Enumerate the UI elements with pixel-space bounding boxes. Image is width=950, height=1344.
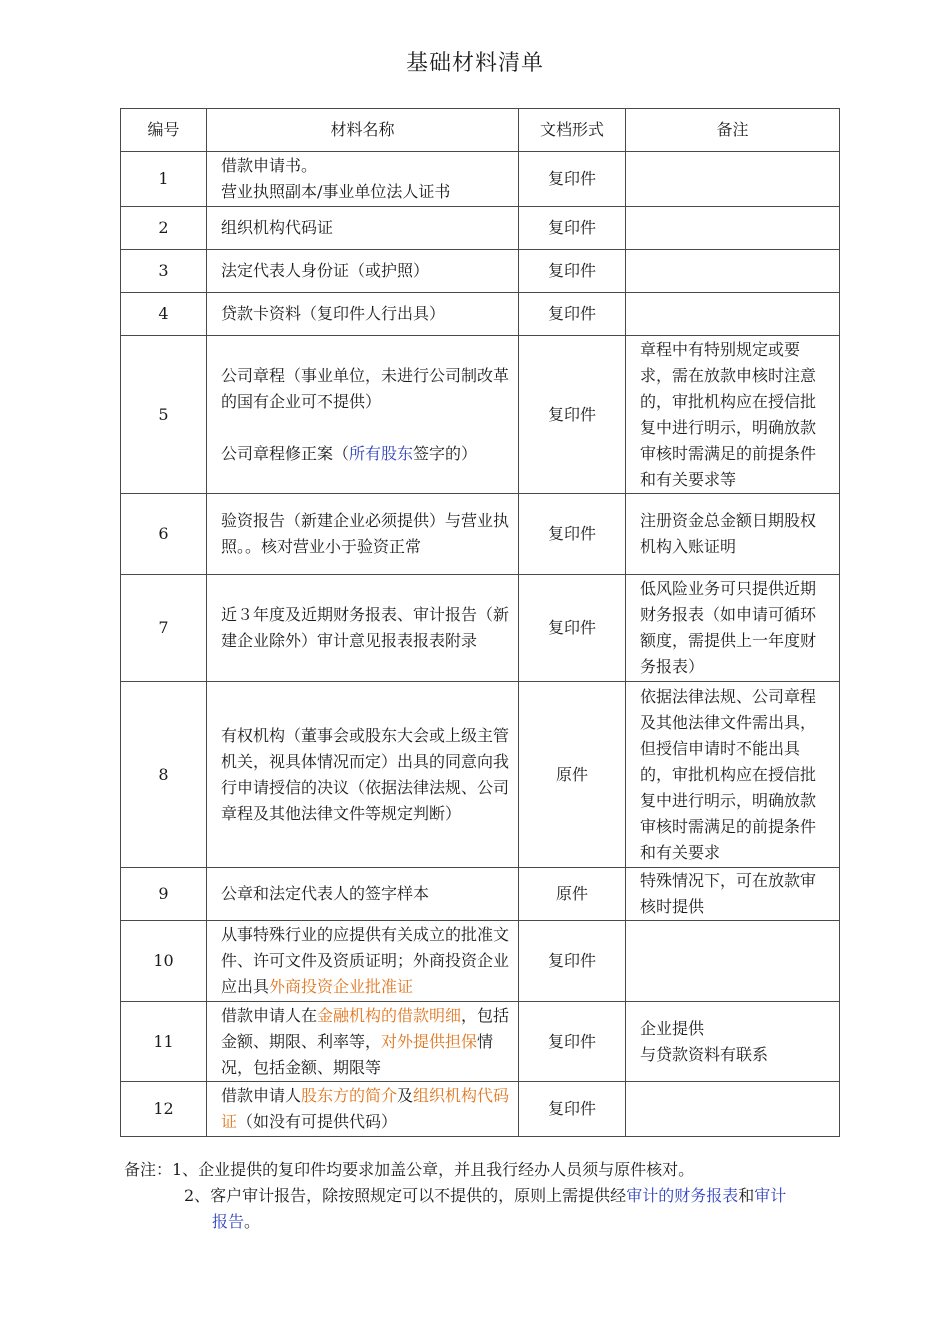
row-number: 12 (121, 1082, 207, 1137)
text-segment: 公司章程修正案（ (221, 443, 350, 463)
document-form: 复印件 (519, 207, 626, 250)
remark: 章程中有特别规定或要求，需在放款申核时注意的，审批机构应在授信批复中进行明示，明确放款审核时需满足的前提条件和有关要求等 (626, 336, 840, 494)
material-name-line: 借款申请书。 (221, 156, 318, 175)
document-form: 复印件 (519, 921, 626, 1002)
highlight-text: 金融机构的借款明细 (317, 1005, 462, 1025)
table-row (121, 1082, 840, 1137)
text-segment: ，包括金额、期限、利率等， (221, 1005, 510, 1051)
table-row (121, 152, 840, 207)
remark (626, 152, 840, 207)
text-segment: 借款申请人在 (221, 1005, 318, 1025)
row-number: 2 (121, 207, 207, 250)
remark (626, 293, 840, 336)
footnote-2-continued (124, 1209, 884, 1235)
table-header-row (121, 109, 840, 152)
text-segment: 和 (738, 1186, 755, 1205)
material-name (207, 1002, 519, 1082)
document-form: 复印件 (519, 293, 626, 336)
table-row (121, 293, 840, 336)
materials-table (120, 108, 840, 1137)
text-segment: 2、客户审计报告，除按照规定可以不提供的，原则上需提供经 (184, 1186, 627, 1205)
table-row (121, 575, 840, 682)
text-segment: 情况，包括金额、期限等 (221, 1031, 494, 1077)
material-name: 公章和法定代表人的签字样本 (207, 868, 519, 921)
material-name: 近３年度及近期财务报表、审计报告（新建企业除外）审计意见报表报表附录 (207, 575, 519, 682)
material-name: 验资报告（新建企业必须提供）与营业执照。。核对营业小于验资正常 (207, 494, 519, 575)
remark: 依据法律法规、公司章程及其他法律文件需出具，但授信申请时不能出具的，审批机构应在授信批复中进行明示，明确放款审核时需满足的前提条件和有关要求 (626, 682, 840, 868)
document-form: 复印件 (519, 336, 626, 494)
remark: 低风险业务可只提供近期财务报表（如申请可循环额度，需提供上一年度财务报表） (626, 575, 840, 682)
table-row (121, 868, 840, 921)
remark-line: 与贷款资料有联系 (640, 1044, 769, 1064)
highlight-text: 外商投资企业批准证 (269, 977, 414, 996)
highlight-text: 审计 (754, 1186, 787, 1205)
remark: 注册资金总金额日期股权机构入账证明 (626, 494, 840, 575)
remark (626, 207, 840, 250)
remark-line: 企业提供 (640, 1018, 705, 1038)
row-number: 4 (121, 293, 207, 336)
page-title: 基础材料清单 (405, 51, 544, 76)
table-row (121, 682, 840, 868)
material-name: 法定代表人身份证（或护照） (207, 250, 519, 293)
material-name: 组织机构代码证 (207, 207, 519, 250)
document-form: 复印件 (519, 250, 626, 293)
footnote-1: 备注：1、企业提供的复印件均要求加盖公章，并且我行经办人员须与原件核对。 (124, 1160, 695, 1179)
row-number: 3 (121, 250, 207, 293)
material-name (207, 921, 519, 1002)
highlight-text: 股东方的简介 (301, 1086, 398, 1105)
row-number: 6 (121, 494, 207, 575)
highlight-text: 所有股东 (349, 443, 414, 463)
remark (626, 921, 840, 1002)
row-number: 8 (121, 682, 207, 868)
material-name (207, 152, 519, 207)
material-name-line (221, 441, 510, 467)
row-number: 1 (121, 152, 207, 207)
header-note: 备注 (626, 109, 840, 152)
remark (626, 250, 840, 293)
row-number: 9 (121, 868, 207, 921)
table-row (121, 207, 840, 250)
document-form: 复印件 (519, 575, 626, 682)
text-segment: 从事特殊行业的应提供有关成立的批准文件、许可文件及资质证明；外商投资企业应出具 (221, 925, 510, 996)
footnotes (124, 1157, 884, 1235)
spacer (221, 415, 510, 441)
highlight-text: 组织机构代码证 (221, 1086, 510, 1131)
text-segment: 借款申请人 (221, 1086, 302, 1105)
table-row (121, 494, 840, 575)
highlight-text: 报告 (212, 1212, 245, 1231)
material-name: 贷款卡资料（复印件人行出具） (207, 293, 519, 336)
document-form: 复印件 (519, 494, 626, 575)
document-form: 原件 (519, 682, 626, 868)
table-row (121, 250, 840, 293)
table-row (121, 921, 840, 1002)
remark (626, 1002, 840, 1082)
material-name-line: 公司章程（事业单位，未进行公司制改革的国有企业可不提供） (221, 365, 510, 411)
remark: 特殊情况下，可在放款审核时提供 (626, 868, 840, 921)
table-row (121, 1002, 840, 1082)
table-row (121, 336, 840, 494)
text-segment: 及 (397, 1086, 414, 1105)
row-number: 7 (121, 575, 207, 682)
row-number: 11 (121, 1002, 207, 1082)
text-segment: （如没有可提供代码） (237, 1112, 398, 1131)
material-name-line: 营业执照副本/事业单位法人证书 (221, 182, 451, 201)
remark (626, 1082, 840, 1137)
document-form: 原件 (519, 868, 626, 921)
material-name: 有权机构（董事会或股东大会或上级主管机关，视具体情况而定）出具的同意向我行申请授信的决议（依据法律法规、公司章程及其他法律文件等规定判断） (207, 682, 519, 868)
header-name: 材料名称 (207, 109, 519, 152)
highlight-text: 对外提供担保 (381, 1031, 478, 1051)
text-segment: 签字的） (413, 443, 478, 463)
header-form: 文档形式 (519, 109, 626, 152)
material-name (207, 1082, 519, 1137)
highlight-text: 审计的财务报表 (626, 1186, 739, 1205)
text-segment: 。 (244, 1212, 261, 1231)
row-number: 5 (121, 336, 207, 494)
document-form: 复印件 (519, 1082, 626, 1137)
document-form: 复印件 (519, 152, 626, 207)
footnote-2 (124, 1183, 884, 1209)
header-no: 编号 (121, 109, 207, 152)
row-number: 10 (121, 921, 207, 1002)
document-form: 复印件 (519, 1002, 626, 1082)
material-name (207, 336, 519, 494)
